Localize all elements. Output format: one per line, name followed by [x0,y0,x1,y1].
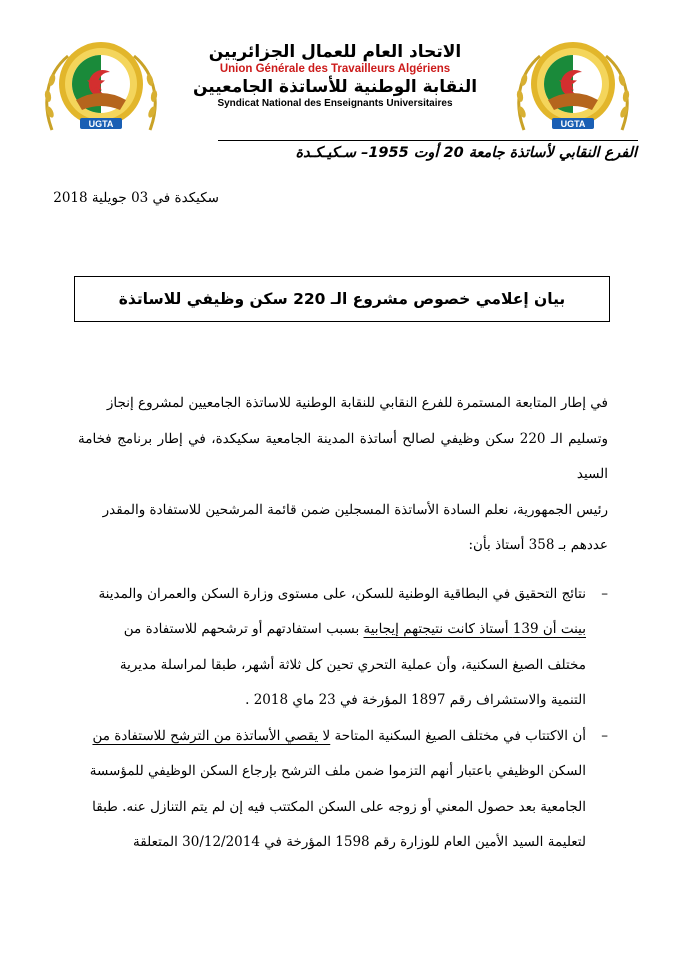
branch-line: الفرع النقابي لأساتذة جامعة 20 أوت 1955– سـكيـكـدة [295,145,637,161]
bullet-dash: – [601,585,608,602]
svg-text:UGTA: UGTA [88,119,114,129]
bullet-list [78,577,608,861]
intro-line: وتسليم الـ 220 سكن وظيفي لصالح أساتذة المدينة الجامعية سكيكدة، في إطار برنامج فخامة السيد [78,430,609,482]
header-divider [218,140,638,141]
bullet-line: لتعليمة السيد الأمين العام للوزارة رقم 1598 المؤرخة في 30/12/2014 المتعلقة [133,834,586,850]
title-box [74,276,610,322]
svg-text:UGTA: UGTA [560,119,586,129]
bullet-item [78,719,608,861]
intro-paragraph [78,386,608,564]
bullet-line: بينت أن 139 أستاذ كانت نتيجتهم إيجابية بسبب استفادتهم أو ترشحهم للاستفادة من [123,621,586,637]
intro-line: رئيس الجمهورية، نعلم السادة الأساتذة المسجلين ضمن قائمة المرشحين للاستفادة والمقدر [102,501,608,518]
document-body [78,386,608,861]
document-title: بيان إعلامي خصوص مشروع الـ 220 سكن وظيفي للاساتذة [118,290,566,308]
underlined-text: لا يقصي الأساتذة من الترشح للاستفادة من [92,727,331,744]
bullet-line: مختلف الصيغ السكنية، وأن عملية التحري تحين كل ثلاثة أشهر، طبقا لمراسلة مديرية [119,656,586,673]
intro-line: عددهم بـ 358 أستاذ بأن: [468,537,608,553]
ugta-logo-icon [512,34,634,142]
syndicate-name-french: Syndicat National des Enseignants Universitaires [217,98,453,109]
document-date: سكيكدة في 03 جويلية 2018 [53,190,219,206]
bullet-line: السكن الوظيفي باعتبار أنهم التزموا ضمن ملف الترشح بإرجاع السكن الوظيفي للمؤسسة [89,763,586,779]
union-name-french: Union Générale des Travailleurs Algériens [219,63,451,75]
bullet-line: التنمية والاستشراف رقم 1897 المؤرخة في 23 ماي 2018 . [245,692,586,708]
ugta-logo-icon [40,34,162,142]
underlined-text: بينت أن 139 أستاذ كانت نتيجتهم إيجابية [363,621,586,637]
bullet-dash: – [601,727,608,744]
bullet-line: أن الاكتتاب في مختلف الصيغ السكنية المتاحة لا يقصي الأساتذة من الترشح للاستفادة من [92,727,586,744]
bullet-item [78,577,608,719]
letterhead [170,42,500,110]
bullet-line: نتائج التحقيق في البطاقية الوطنية للسكن، على مستوى وزارة السكن والعمران والمدينة [98,585,586,602]
intro-line: في إطار المتابعة المستمرة للفرع النقابي للنقابة الوطنية للاساتذة الجامعيين لمشروع إنجاز [106,395,608,411]
bullet-line: الجامعية بعد حصول المعني أو زوجه على السكن المكتتب فيه إن لم يتم التنازل عنه. طبقا [92,798,586,815]
syndicate-name-arabic: النقابة الوطنية للأساتذة الجامعيين [192,77,478,97]
union-name-arabic: الاتحاد العام للعمال الجزائريين [208,42,462,62]
